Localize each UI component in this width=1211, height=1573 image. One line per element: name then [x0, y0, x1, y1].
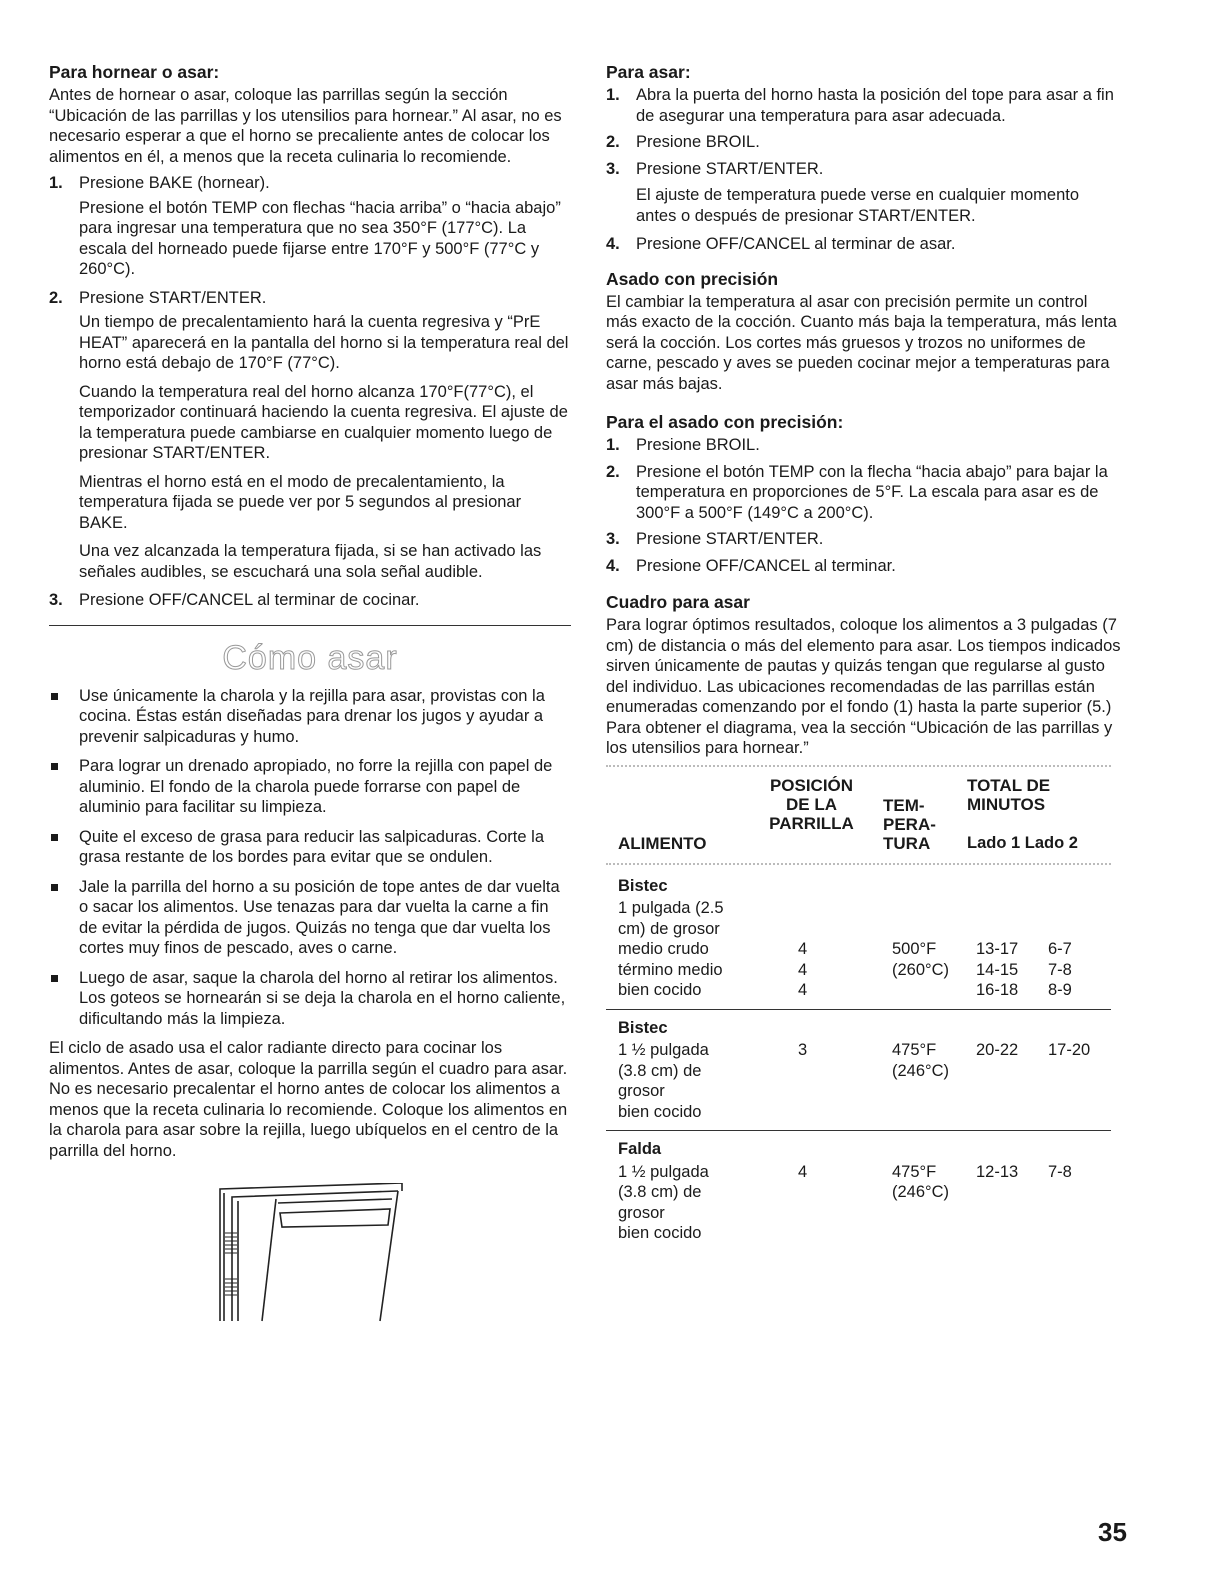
table-cell-position: 4	[798, 940, 808, 958]
right-column	[606, 62, 1121, 1252]
step-number: 3.	[606, 530, 620, 548]
table-cell-temperature: 500°F	[892, 940, 937, 958]
table-cell-food: 1 ½ pulgada	[618, 1041, 709, 1059]
table-cell-temperature	[892, 919, 976, 940]
step-number: 1.	[606, 436, 620, 454]
table-cell-side1	[976, 1061, 1048, 1082]
table-rows	[618, 1162, 1111, 1244]
table-cell-side2: 8-9	[1048, 981, 1072, 999]
table-cell-temperature: 475°F	[892, 1041, 937, 1059]
step-text: Abra la puerta del horno hasta la posición del tope para asar a fin de asegurar una temperatura para asar adecuada.	[636, 86, 1114, 125]
bullet-text: Jale la parrilla del horno a su posición de tope antes de dar vuelta o sacar los alimentos. Use tenazas para dar vuelta la carne a fin de evitar la pérdida de jugos. Quizás no tenga que dar vuelta los cortes muy finos de pescado, aves o carne.	[79, 877, 560, 957]
table-cell-temperature: (246°C)	[892, 1183, 950, 1201]
table-cell-food: término medio	[618, 960, 723, 979]
heading-broil-chart: Cuadro para asar	[606, 592, 750, 612]
table-cell-side1	[976, 1102, 1048, 1123]
step-number: 2.	[606, 133, 620, 151]
header-total: TOTAL DE MINUTOS	[967, 775, 1051, 814]
step-number: 2.	[606, 462, 620, 481]
table-cell-food: grosor	[618, 1082, 665, 1100]
step-text: Presione OFF/CANCEL al terminar.	[636, 556, 896, 575]
precision-step-3	[606, 529, 1121, 550]
table-cell-position: 4	[798, 960, 808, 979]
precision-text: El cambiar la temperatura al asar con precisión permite un control más exacto de la cocción. Cuanto más baja la temperatura, más lenta será la cocción. Los cortes más gruesos y trozos no uniformes de carne, pescado y aves se pueden cocinar mejor a temperaturas para asar más bajas.	[606, 292, 1117, 393]
table-cell-position: 4	[798, 1162, 808, 1181]
bullet-text: Quite el exceso de grasa para reducir las salpicaduras. Corte la grasa restante de los bordes para evitar que se ondulen.	[79, 827, 544, 866]
step-number: 3.	[49, 591, 63, 609]
step-number: 1.	[49, 174, 63, 192]
step-text: Presione START/ENTER.	[79, 288, 267, 307]
bullet-item	[49, 686, 571, 748]
table-cell-food: bien cocido	[618, 1224, 702, 1242]
table-cell-side1: 20-22	[976, 1041, 1019, 1059]
food-name: Falda	[618, 1140, 662, 1158]
table-cell-side2: 7-8	[1048, 1162, 1072, 1181]
table-cell-side2	[1048, 1223, 1108, 1244]
table-cell-position	[798, 1223, 892, 1244]
bake-step-1	[49, 173, 571, 194]
table-group	[606, 868, 1111, 1009]
food-name: Bistec	[618, 876, 668, 895]
table-cell-temperature	[892, 898, 976, 919]
bullet-item	[49, 968, 571, 1030]
table-cell-side2	[1048, 1081, 1108, 1102]
table-cell-temperature	[892, 1081, 976, 1102]
table-cell-position	[798, 898, 892, 919]
table-cell-food: 1 ½ pulgada	[618, 1162, 709, 1181]
precision-step-4	[606, 556, 1121, 577]
section-title-broil: Cómo asar	[222, 638, 398, 677]
table-cell-side2: 6-7	[1048, 940, 1072, 958]
table-cell-side1	[976, 919, 1048, 940]
step-detail: Mientras el horno está en el modo de precalentamiento, la temperatura fijada se puede ver por 5 segundos al presionar BAKE.	[79, 472, 522, 532]
table-rows	[618, 898, 1111, 1001]
table-cell-position	[798, 1182, 892, 1203]
bullet-text: Para lograr un drenado apropiado, no forre la rejilla con papel de aluminio. El fondo de la charola puede forrarse con papel de aluminio para facilitar su limpieza.	[79, 757, 553, 816]
bullet-item	[49, 827, 571, 868]
broil-step-4	[606, 234, 1121, 255]
step-detail: Presione el botón TEMP con flechas “hacia arriba” o “hacia abajo” para ingresar una temperatura que no sea 350°F (177°C). La escala del horneado puede fijarse entre 170°F y 500°F (77°C y 260°C).	[79, 198, 561, 278]
bullet-icon	[49, 877, 79, 959]
broil-chart-table	[606, 765, 1111, 1252]
precision-step-2	[606, 462, 1121, 524]
table-header	[606, 770, 1111, 863]
step-text: Presione OFF/CANCEL al terminar de cocinar.	[79, 591, 420, 609]
broil-chart-intro: Para lograr óptimos resultados, coloque los alimentos a 3 pulgadas (7 cm) de distancia o más del elemento para asar. Los tiempos indicados sirven únicamente de pautas y quizás tengan que regularse al gusto del individuo. Las ubicaciones recomendadas de las parrillas están enumeradas comenzando por el fondo (1) hasta la parte superior (5.) Para obtener el diagrama, vea la sección “Ubicación de las parrillas y los utensilios para hornear.”	[606, 616, 1121, 757]
broil-bullets	[49, 686, 571, 1030]
table-cell-side2: 17-20	[1048, 1041, 1091, 1059]
table-cell-side1: 12-13	[976, 1162, 1019, 1181]
bullet-text: Luego de asar, saque la charola del horno al retirar los alimentos. Los goteos se hornearán si se deja la charola en el horno caliente, dificultando más la limpieza.	[79, 968, 566, 1028]
table-cell-position	[798, 919, 892, 940]
table-cell-position: 4	[798, 981, 808, 999]
table-group	[606, 1009, 1111, 1131]
left-column	[49, 62, 571, 1161]
table-cell-side2	[1048, 1102, 1108, 1123]
step-number: 4.	[606, 235, 620, 253]
header-total-minutes	[967, 776, 1111, 853]
header-sides: Lado 1 Lado 2	[967, 833, 1078, 852]
table-cell-side1	[976, 898, 1048, 919]
header-temperature: TEM- PERA- TURA	[883, 795, 936, 853]
table-cell-position	[798, 1061, 892, 1082]
table-cell-temperature	[892, 1102, 976, 1123]
table-cell-position: 3	[798, 1041, 808, 1059]
step-text: Presione START/ENTER.	[636, 159, 824, 178]
table-cell-side1	[976, 1081, 1048, 1102]
step-text: Presione START/ENTER.	[636, 530, 824, 548]
table-cell-side2	[1048, 1203, 1108, 1224]
step-number: 1.	[606, 86, 620, 104]
broil-step-2	[606, 132, 1121, 153]
table-rows	[618, 1040, 1111, 1122]
table-cell-food: (3.8 cm) de	[618, 1061, 702, 1080]
section-divider	[49, 625, 571, 626]
step-text: Presione BROIL.	[636, 133, 760, 151]
table-cell-food: grosor	[618, 1203, 665, 1222]
table-cell-food: medio crudo	[618, 940, 709, 958]
table-cell-temperature: (260°C)	[892, 960, 950, 979]
table-cell-side1: 16-18	[976, 981, 1019, 999]
step-number: 3.	[606, 159, 620, 178]
table-cell-temperature	[892, 1203, 976, 1224]
page-number: 35	[1098, 1517, 1127, 1547]
step-detail: Un tiempo de precalentamiento hará la cuenta regresiva y “PrE HEAT” aparecerá en la pantalla del horno si la temperatura real del horno está debajo de 170°F (77°C).	[79, 313, 569, 372]
table-cell-side1	[976, 1182, 1048, 1203]
step-number: 2.	[49, 288, 63, 307]
table-cell-side2: 7-8	[1048, 960, 1072, 979]
table-cell-food: bien cocido	[618, 1102, 702, 1121]
table-group	[606, 1130, 1111, 1252]
step-number: 4.	[606, 556, 620, 575]
broil-step-1	[606, 85, 1121, 126]
bullet-icon	[49, 756, 79, 818]
bullet-text: Use únicamente la charola y la rejilla para asar, provistas con la cocina. Éstas están diseñadas para drenar los jugos y ayudar a prevenir salpicaduras y humo.	[79, 686, 545, 746]
table-cell-position	[798, 1203, 892, 1224]
table-cell-temperature: 475°F	[892, 1162, 937, 1181]
bullet-icon	[49, 827, 79, 868]
table-cell-side1: 13-17	[976, 940, 1019, 958]
precision-step-1	[606, 435, 1121, 456]
table-cell-side2	[1048, 1182, 1108, 1203]
bullet-item	[49, 877, 571, 959]
table-cell-position	[798, 1102, 892, 1123]
bullet-icon	[49, 686, 79, 748]
heading-bake: Para hornear o asar:	[49, 62, 220, 82]
bullet-icon	[49, 968, 79, 1030]
table-cell-food: (3.8 cm) de	[618, 1183, 702, 1201]
oven-door-illustration	[212, 1183, 407, 1323]
broil-outro: El ciclo de asado usa el calor radiante directo para cocinar los alimentos. Antes de asar, coloque la parrilla según el cuadro para asar. No es necesario precalentar el horno antes de colocar los alimentos a menos que la receta culinaria lo recomiende. Coloque los alimentos en la charola para asar sobre la rejilla, luego ubíquelos en el centro de la parrilla del horno.	[49, 1039, 568, 1160]
table-cell-side2	[1048, 1061, 1108, 1082]
table-cell-temperature	[892, 1223, 976, 1244]
step-text: Presione el botón TEMP con la flecha “hacia abajo” para bajar la temperatura en proporciones de 5°F. La escala para asar es de 300°F a 500°F (149°C a 200°C).	[636, 462, 1108, 522]
table-body	[606, 868, 1111, 1252]
heading-precision-steps: Para el asado con precisión:	[606, 412, 844, 432]
bake-step-2	[49, 288, 571, 309]
step-text: Presione OFF/CANCEL al terminar de asar.	[636, 235, 956, 253]
bake-step-3	[49, 590, 571, 611]
table-cell-side1: 14-15	[976, 960, 1019, 979]
table-cell-temperature: (246°C)	[892, 1061, 950, 1080]
heading-broil: Para asar:	[606, 62, 691, 82]
header-food: ALIMENTO	[618, 833, 707, 853]
header-rack-position: POSICIÓN DE LA PARRILLA	[769, 775, 854, 833]
food-name: Bistec	[618, 1018, 668, 1037]
step-detail: El ajuste de temperatura puede verse en cualquier momento antes o después de presionar START/ENTER.	[636, 186, 1080, 225]
table-cell-side2	[1048, 898, 1108, 919]
table-cell-food: cm) de grosor	[618, 919, 720, 938]
step-text: Presione BAKE (hornear).	[79, 174, 270, 192]
heading-precision: Asado con precisión	[606, 268, 779, 289]
table-cell-food: 1 pulgada (2.5	[618, 899, 724, 917]
table-cell-side1	[976, 1203, 1048, 1224]
table-cell-food: bien cocido	[618, 981, 702, 999]
table-cell-side1	[976, 1223, 1048, 1244]
step-text: Presione BROIL.	[636, 436, 760, 454]
table-cell-temperature	[892, 980, 976, 1001]
bullet-item	[49, 756, 571, 818]
step-detail: Cuando la temperatura real del horno alcanza 170°F(77°C), el temporizador continuará haciendo la cuenta regresiva. El ajuste de la temperatura puede cambiarse en cualquier momento luego de presionar START/ENTER.	[79, 382, 568, 462]
table-cell-side2	[1048, 919, 1108, 940]
bake-intro: Antes de hornear o asar, coloque las parrillas según la sección “Ubicación de las parrillas y los utensilios para hornear.” Al asar, no es necesario esperar a que el horno se precaliente antes de colocar los alimentos en él, a menos que la receta culinaria lo recomiende.	[49, 86, 562, 166]
broil-step-3	[606, 159, 1121, 180]
table-cell-position	[798, 1081, 892, 1102]
step-detail: Una vez alcanzada la temperatura fijada, si se han activado las señales audibles, se escuchará una sola señal audible.	[79, 542, 542, 581]
